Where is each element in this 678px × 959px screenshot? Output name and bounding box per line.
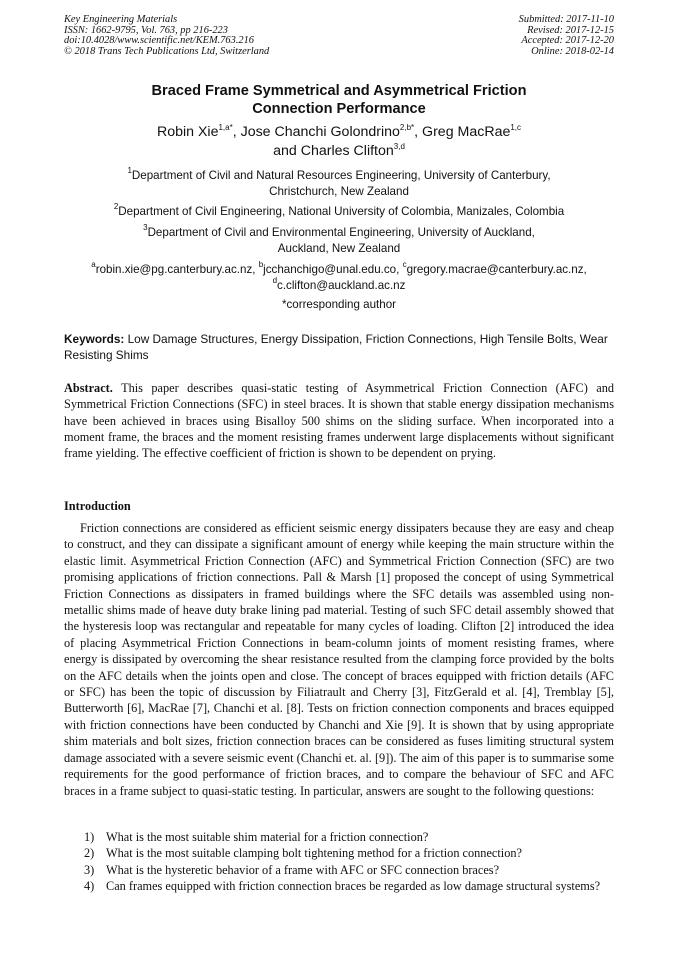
- list-number: 1): [84, 830, 95, 844]
- affiliation-3: [64, 225, 614, 257]
- author-superscript: 1,c: [510, 123, 522, 132]
- affiliation-text: Department of Civil Engineering, National University of Colombia, Manizales, Colombia: [118, 205, 565, 218]
- revised-date: Revised: 2017-12-15: [527, 24, 614, 36]
- author-name: Charles Clifton: [300, 143, 394, 159]
- email-superscript: c: [402, 260, 407, 269]
- affiliation-text: Auckland, New Zealand: [277, 242, 401, 255]
- online-date: Online: 2018-02-14: [531, 45, 614, 57]
- keywords-text: Low Damage Structures, Energy Dissipation, Friction Connections, High Tensile Bolts, Wear Resisting Shims: [64, 332, 608, 362]
- email-address: gregory.macrae@canterbury.ac.nz,: [406, 263, 587, 276]
- affiliation-2: [64, 204, 614, 220]
- affiliation-text: Christchurch, New Zealand: [269, 185, 409, 198]
- author-superscript: 2,b*: [399, 123, 415, 132]
- research-questions: [64, 829, 614, 895]
- journal-name: Key Engineering Materials: [64, 14, 178, 25]
- paper-title: [64, 82, 614, 118]
- question-text: What is the most suitable shim material for a friction connection?: [106, 830, 429, 844]
- submission-dates: [519, 15, 614, 57]
- email-list: [64, 262, 614, 294]
- affiliation-text: Department of Civil and Environmental Engineering, University of Auckland,: [147, 226, 535, 239]
- journal-info: [64, 15, 269, 57]
- author-superscript: 1,a*: [218, 123, 233, 132]
- affiliation-1: [64, 168, 614, 200]
- author-list: Robin Xie$^{1,a*}$, Jose Chanchi Golondrino$^{2,b*}$, Greg MacRae$^{1,c}$ and Charles Clifton$^{3,d}$: [156, 123, 522, 159]
- introduction-paragraph: Friction connections are considered as efficient seismic energy dissipaters because they are easy and cheap to construct, and they can dissipate a significant amount of energy while keeping the main structure within the elastic limit. Asymmetrical Friction Connection (AFC) and Symmetrical Friction Connection (SFC) are two promising applications of friction connections. Pall & Marsh [1] proposed the concept of using Symmetrical Friction Connections as dissipaters in framed buildings where the SFC details was assembled using non-metallic shims made of heave duty brake lining pad material. Testing of such SFC detail assembly showed that the hysteresis loop was rectangular and repeatable for many cycles of loading. Clifton [2] introduced the idea of placing Asymmetrical Friction Connections in beam-column joints of moment resisting frames, where energy is dissipated by overcoming the shear resistance resulted from the clamping force provided by the bolts on the AFC details when the joints open and close. The concept of braces equipped with friction details (AFC or SFC) has been the topic of discussion by Filiatrault and Cherry [3], FitzGerald et al. [4], Tremblay [5], Butterworth [6], MacRae [7], Chanchi et al. [8]. Tests on friction connection components and braces equipped with friction connections have been conducted by Chanchi and Xie [9]. It is shown that by using appropriate shim materials and bolt sizes, friction connection braces can be considered as fuses limiting structural system damage associated with a severe seismic event (Chanchi et. al. [9]). The aim of this paper is to summarise some requirements for the good performance of friction braces, and to compare the behaviour of SFC and AFC braces in a frame subject to quasi-static testing. In particular, answers are sought to the following questions:: [64, 521, 614, 798]
- list-number: 4): [84, 879, 95, 894]
- email-superscript: b: [258, 260, 264, 269]
- email-address: c.clifton@auckland.ac.nz: [277, 279, 406, 292]
- keywords-section: [64, 331, 614, 363]
- list-number: 3): [84, 862, 95, 877]
- list-item: [64, 878, 614, 894]
- list-item: [64, 845, 614, 861]
- author-name: Jose Chanchi Golondrino: [240, 124, 400, 140]
- issn-line: ISSN: 1662-9795, Vol. 763, pp 216-223: [64, 24, 228, 36]
- corresponding-author-note: *corresponding author: [281, 298, 397, 311]
- author-name: Robin Xie: [156, 124, 219, 140]
- author-superscript: 3,d: [393, 142, 405, 151]
- submitted-date: Submitted: 2017-11-10: [518, 14, 614, 25]
- affiliation-superscript: 1: [127, 166, 132, 175]
- title-line-1: Braced Frame Symmetrical and Asymmetrical Friction: [151, 83, 527, 99]
- email-address: jcchanchigo@unal.edu.co,: [263, 263, 400, 276]
- abstract-text: This paper describes quasi-static testing of Asymmetrical Friction Connection (AFC) and Symmetrical Friction Connections (SFC) in steel braces. It is shown that stable energy dissipation mechanisms have been achieved in braces using Bisalloy 500 shims on the sliding surface. When incorporated into a moment frame, the braces and the moment resisting frames underwent large displacements without significant frame yielding. The effective coefficient of friction is shown to be dependent on prying.: [64, 381, 614, 461]
- email-superscript: d: [272, 276, 278, 285]
- author-conjunction: and: [273, 143, 297, 159]
- keywords-label: Keywords:: [64, 332, 125, 346]
- affiliation-text: Department of Civil and Natural Resources Engineering, University of Canterbury,: [131, 169, 551, 182]
- email-superscript: a: [91, 260, 96, 269]
- question-text: What is the most suitable clamping bolt tightening method for a friction connection?: [106, 846, 522, 861]
- abstract-section: [64, 380, 614, 461]
- list-item: [64, 829, 614, 845]
- section-heading: Introduction: [64, 499, 131, 513]
- affiliation-superscript: 3: [143, 223, 148, 232]
- list-number: 2): [84, 846, 95, 861]
- question-text: What is the hysteretic behavior of a frame with AFC or SFC connection braces?: [106, 862, 500, 877]
- email-address: robin.xie@pg.canterbury.ac.nz,: [95, 263, 256, 276]
- copyright-line: © 2018 Trans Tech Publications Ltd, Switzerland: [64, 45, 270, 57]
- accepted-date: Accepted: 2017-12-20: [521, 35, 614, 47]
- author-name: Greg MacRae: [422, 124, 511, 140]
- question-text: Can frames equipped with friction connection braces be regarded as low damage structural systems?: [106, 879, 601, 894]
- abstract-label: Abstract.: [64, 381, 113, 395]
- title-line-2: Connection Performance: [252, 101, 426, 117]
- affiliation-superscript: 2: [113, 202, 119, 211]
- list-item: [64, 862, 614, 878]
- doi-line: doi:10.4028/www.scientific.net/KEM.763.216: [64, 35, 254, 47]
